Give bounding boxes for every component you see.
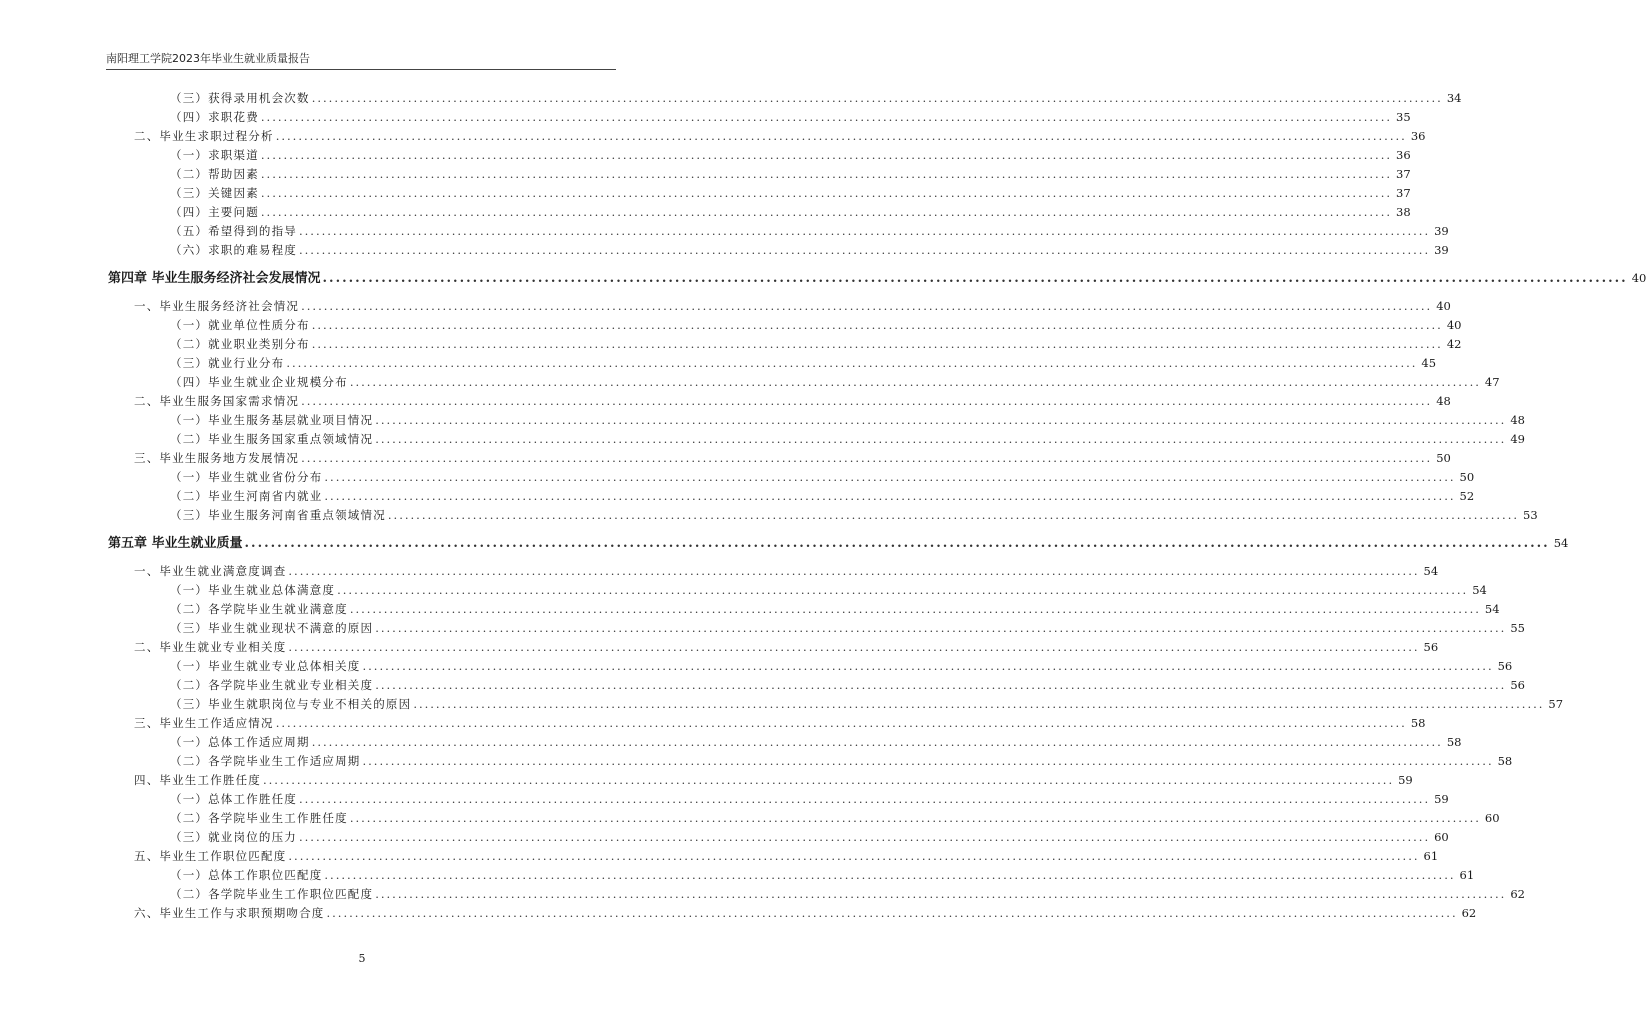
toc-entry[interactable]	[170, 317, 1462, 333]
toc-entry-title: （二）各学院毕业生工作适应周期	[170, 754, 361, 768]
dot-leader: ........................................................................................................................................................................................................	[286, 356, 1418, 370]
toc-entry[interactable]	[134, 298, 1451, 314]
toc-entry-page: 50	[1436, 451, 1451, 465]
toc-entry-title: （一）求职渠道	[170, 148, 259, 162]
toc-entry[interactable]	[170, 753, 1513, 769]
toc-entry[interactable]	[170, 355, 1437, 371]
toc-entry-page: 37	[1396, 167, 1411, 181]
toc-entry[interactable]	[170, 109, 1411, 125]
toc-entry-page: 35	[1396, 110, 1411, 124]
toc-entry-title: （三）毕业生就业现状不满意的原因	[170, 621, 374, 635]
dot-leader: ........................................................................................................................................................................................................	[288, 849, 1420, 863]
dot-leader: ........................................................................................................................................................................................................	[349, 602, 1481, 616]
toc-entry-page: 34	[1446, 91, 1462, 105]
toc-entry-page: 56	[1423, 640, 1439, 654]
toc-entry-page: 56	[1510, 678, 1525, 692]
toc-entry-title: （二）各学院毕业生工作职位匹配度	[170, 887, 374, 901]
toc-entry-page: 54	[1553, 536, 1569, 550]
toc-entry-page: 39	[1434, 224, 1449, 238]
dot-leader: ........................................................................................................................................................................................................	[275, 716, 1407, 730]
toc-entry[interactable]	[170, 185, 1411, 201]
dot-leader: ........................................................................................................................................................................................................	[349, 811, 1481, 825]
toc-entry-page: 54	[1423, 564, 1439, 578]
toc-entry[interactable]	[170, 166, 1411, 182]
toc-entry[interactable]	[134, 128, 1426, 144]
dot-leader: ........................................................................................................................................................................................................	[260, 186, 1393, 200]
toc-entry-title: 一、毕业生就业满意度调查	[134, 564, 287, 578]
toc-entry-title: （一）毕业生就业总体满意度	[170, 583, 336, 597]
toc-entry[interactable]	[170, 507, 1538, 523]
dot-leader: ........................................................................................................................................................................................................	[288, 640, 1420, 654]
dot-leader: ........................................................................................................................................................................................................	[301, 299, 1433, 313]
dot-leader: ........................................................................................................................................................................................................	[311, 318, 1443, 332]
toc-entry[interactable]	[170, 431, 1525, 447]
toc-entry-title: 二、毕业生就业专业相关度	[134, 640, 287, 654]
toc-entry-title: （一）总体工作职位匹配度	[170, 868, 323, 882]
dot-leader: ........................................................................................................................................................................................................	[299, 224, 1431, 238]
toc-entry-page: 54	[1484, 602, 1500, 616]
toc-chapter-entry[interactable]	[108, 270, 1646, 287]
toc-entry-title: （三）就业行业分布	[170, 356, 285, 370]
toc-entry-title: 第五章 毕业生就业质量	[108, 536, 243, 551]
toc-entry-page: 59	[1434, 792, 1449, 806]
toc-entry-title: （三）毕业生就职岗位与专业不相关的原因	[170, 697, 412, 711]
toc-entry-title: 第四章 毕业生服务经济社会发展情况	[108, 271, 321, 286]
dot-leader: ........................................................................................................................................................................................................	[275, 129, 1407, 143]
dot-leader: ........................................................................................................................................................................................................	[299, 243, 1431, 257]
dot-leader: ........................................................................................................................................................................................................	[375, 413, 1507, 427]
toc-entry-page: 50	[1459, 470, 1475, 484]
dot-leader: ........................................................................................................................................................................................................	[260, 167, 1393, 181]
toc-entry[interactable]	[170, 810, 1500, 826]
dot-leader: ........................................................................................................................................................................................................	[260, 148, 1393, 162]
dot-leader: ........................................................................................................................................................................................................	[375, 887, 1507, 901]
toc-entry-page: 52	[1459, 489, 1475, 503]
toc-entry[interactable]	[134, 639, 1439, 655]
toc-entry-title: （三）关键因素	[170, 186, 259, 200]
toc-entry[interactable]	[134, 563, 1439, 579]
dot-leader: ........................................................................................................................................................................................................	[301, 451, 1433, 465]
toc-entry[interactable]	[170, 223, 1449, 239]
toc-entry-page: 58	[1410, 716, 1426, 730]
toc-entry-page: 58	[1497, 754, 1513, 768]
toc-entry-title: （五）希望得到的指导	[170, 224, 297, 238]
toc-entry-page: 58	[1446, 735, 1462, 749]
toc-entry[interactable]	[170, 791, 1449, 807]
toc-entry-page: 56	[1497, 659, 1513, 673]
toc-entry[interactable]	[134, 905, 1477, 921]
toc-entry-title: 四、毕业生工作胜任度	[134, 773, 261, 787]
toc-entry[interactable]	[134, 715, 1426, 731]
toc-entry[interactable]	[170, 696, 1564, 712]
toc-entry-page: 57	[1548, 697, 1564, 711]
dot-leader: ........................................................................................................................................................................................................	[311, 91, 1443, 105]
toc-entry[interactable]	[170, 488, 1475, 504]
toc-entry-title: （一）总体工作胜任度	[170, 792, 297, 806]
toc-entry[interactable]	[170, 734, 1462, 750]
toc-chapter-entry[interactable]	[108, 535, 1569, 552]
dot-leader: ........................................................................................................................................................................................................	[337, 583, 1469, 597]
toc-entry-title: 三、毕业生工作适应情况	[134, 716, 274, 730]
dot-leader: ........................................................................................................................................................................................................	[263, 773, 1395, 787]
dot-leader: ........................................................................................................................................................................................................	[244, 536, 1550, 551]
toc-entry-page: 60	[1484, 811, 1500, 825]
toc-entry-page: 36	[1410, 129, 1426, 143]
toc-entry-title: 一、毕业生服务经济社会情况	[134, 299, 300, 313]
dot-leader: ........................................................................................................................................................................................................	[311, 337, 1443, 351]
toc-entry-page: 62	[1510, 887, 1525, 901]
toc-entry-title: （四）毕业生就业企业规模分布	[170, 375, 348, 389]
toc-entry-page: 47	[1484, 375, 1500, 389]
toc-entry-title: （二）各学院毕业生就业专业相关度	[170, 678, 374, 692]
toc-entry-page: 37	[1396, 186, 1411, 200]
toc-entry-title: （四）主要问题	[170, 205, 259, 219]
toc-entry[interactable]	[170, 336, 1462, 352]
toc-entry[interactable]	[134, 848, 1439, 864]
toc-entry-page: 42	[1446, 337, 1462, 351]
dot-leader: ........................................................................................................................................................................................................	[375, 432, 1507, 446]
toc-entry[interactable]	[170, 867, 1475, 883]
toc-entry-title: （一）就业单位性质分布	[170, 318, 310, 332]
toc-entry-page: 48	[1510, 413, 1525, 427]
toc-entry[interactable]	[134, 393, 1451, 409]
toc-entry[interactable]	[170, 90, 1462, 106]
toc-entry-title: （二）毕业生服务国家重点领域情况	[170, 432, 374, 446]
toc-entry-title: 二、毕业生求职过程分析	[134, 129, 274, 143]
toc-entry-page: 40	[1446, 318, 1462, 332]
toc-entry-page: 54	[1472, 583, 1487, 597]
toc-entry-page: 59	[1398, 773, 1413, 787]
toc-entry-title: （六）求职的难易程度	[170, 243, 297, 257]
toc-entry-page: 36	[1396, 148, 1411, 162]
dot-leader: ........................................................................................................................................................................................................	[413, 697, 1545, 711]
dot-leader: ........................................................................................................................................................................................................	[288, 564, 1420, 578]
toc-entry[interactable]	[170, 829, 1449, 845]
toc-entry-title: （二）毕业生河南省内就业	[170, 489, 323, 503]
dot-leader: ........................................................................................................................................................................................................	[311, 735, 1443, 749]
toc-entry-title: （一）毕业生服务基层就业项目情况	[170, 413, 374, 427]
toc-entry-page: 38	[1396, 205, 1411, 219]
toc-entry[interactable]	[170, 677, 1525, 693]
toc-entry-page: 39	[1434, 243, 1449, 257]
toc-entry-page: 40	[1631, 271, 1646, 285]
toc-entry-page: 61	[1459, 868, 1475, 882]
dot-leader: ........................................................................................................................................................................................................	[299, 830, 1431, 844]
toc-entry-title: （一）毕业生就业专业总体相关度	[170, 659, 361, 673]
dot-leader: ........................................................................................................................................................................................................	[362, 659, 1494, 673]
toc-entry-page: 61	[1423, 849, 1439, 863]
toc-entry-page: 53	[1523, 508, 1538, 522]
toc-entry[interactable]	[170, 582, 1487, 598]
dot-leader: ........................................................................................................................................................................................................	[299, 792, 1431, 806]
dot-leader: ........................................................................................................................................................................................................	[387, 508, 1520, 522]
toc-entry-title: （二）各学院毕业生工作胜任度	[170, 811, 348, 825]
dot-leader: ........................................................................................................................................................................................................	[260, 205, 1393, 219]
dot-leader: ........................................................................................................................................................................................................	[260, 110, 1393, 124]
toc-entry-title: 二、毕业生服务国家需求情况	[134, 394, 300, 408]
running-header: 南阳理工学院2023年毕业生就业质量报告	[106, 52, 310, 65]
toc-entry[interactable]	[170, 658, 1513, 674]
toc-entry[interactable]	[170, 374, 1500, 390]
toc-entry-title: （二）各学院毕业生就业满意度	[170, 602, 348, 616]
toc-entry[interactable]	[170, 469, 1475, 485]
toc-entry-title: （二）帮助因素	[170, 167, 259, 181]
dot-leader: ........................................................................................................................................................................................................	[326, 906, 1458, 920]
toc-entry[interactable]	[134, 450, 1451, 466]
dot-leader: ........................................................................................................................................................................................................	[301, 394, 1433, 408]
dot-leader: ........................................................................................................................................................................................................	[362, 754, 1494, 768]
page-number: 5	[358, 952, 366, 965]
toc-entry-page: 48	[1436, 394, 1451, 408]
dot-leader: ........................................................................................................................................................................................................	[324, 470, 1456, 484]
toc-entry-title: 六、毕业生工作与求职预期吻合度	[134, 906, 325, 920]
dot-leader: ........................................................................................................................................................................................................	[375, 678, 1507, 692]
toc-entry-page: 62	[1461, 906, 1477, 920]
toc-entry-title: （三）毕业生服务河南省重点领域情况	[170, 508, 386, 522]
toc-entry-title: （三）就业岗位的压力	[170, 830, 297, 844]
toc-entry-page: 40	[1436, 299, 1451, 313]
toc-entry[interactable]	[134, 772, 1413, 788]
toc-entry-page: 45	[1421, 356, 1437, 370]
toc-entry[interactable]	[170, 242, 1449, 258]
toc-entry[interactable]	[170, 204, 1411, 220]
toc-entry-title: 三、毕业生服务地方发展情况	[134, 451, 300, 465]
toc-entry-page: 55	[1510, 621, 1525, 635]
toc-entry-title: 五、毕业生工作职位匹配度	[134, 849, 287, 863]
toc-entry[interactable]	[170, 601, 1500, 617]
toc-entry-page: 60	[1434, 830, 1449, 844]
toc-entry-title: （一）毕业生就业省份分布	[170, 470, 323, 484]
toc-entry-title: （三）获得录用机会次数	[170, 91, 310, 105]
dot-leader: ........................................................................................................................................................................................................	[349, 375, 1481, 389]
toc-entry[interactable]	[170, 620, 1525, 636]
toc-entry[interactable]	[170, 412, 1525, 428]
dot-leader: ........................................................................................................................................................................................................	[322, 271, 1628, 286]
dot-leader: ........................................................................................................................................................................................................	[324, 489, 1456, 503]
toc-entry[interactable]	[170, 886, 1525, 902]
toc-entry-title: （四）求职花费	[170, 110, 259, 124]
dot-leader: ........................................................................................................................................................................................................	[375, 621, 1507, 635]
toc-entry-title: （二）就业职业类别分布	[170, 337, 310, 351]
toc-entry-title: （一）总体工作适应周期	[170, 735, 310, 749]
dot-leader: ........................................................................................................................................................................................................	[324, 868, 1456, 882]
toc-entry[interactable]	[170, 147, 1411, 163]
toc-entry-page: 49	[1510, 432, 1525, 446]
